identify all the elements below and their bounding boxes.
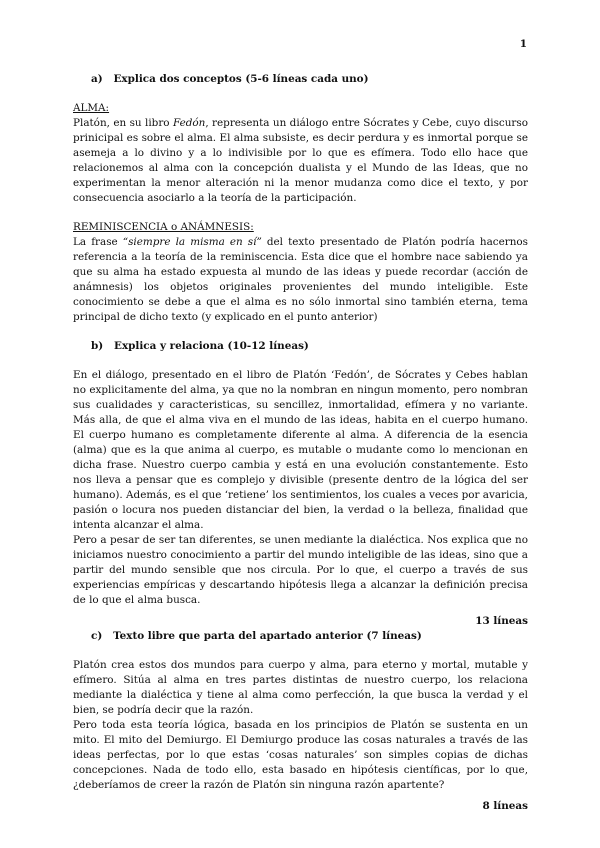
section-c-paragraph-2: Pero toda esta teoría lógica, basada en los principios de Platón se sustenta en un mito. El mito del Demiurgo. El Demiurgo produce las cosas naturales a través de las ideas perfectas, por lo que estas ‘cosas naturales’ son simples copias de dichas concepciones. Nada de todo ello, esta basado en hipótesis científicas, por lo que, ¿deberíamos de creer la razón de Platón sin ninguna razón apartente?	[73, 719, 528, 791]
document-body	[73, 72, 528, 814]
reminiscencia-title: REMINISCENCIA o ANÁMNESIS:	[73, 221, 254, 233]
reminiscencia-text-end: del texto presentado de Platón podría hacernos referencia a la teoría de la reminiscencia. Esta dice que el hombre nace sabiendo ya que su alma ha estado expuesta al mundo de las ideas y puede recordar (acción de anámnesis) los objetos originales provenientes del mundo inteligible. Este conocimiento se debe a que el alma es no sólo inmortal sino también eterna, tema principal de dicho texto (y explicado en el punto anterior)	[73, 236, 528, 323]
section-b-heading: b) Explica y relaciona (10-12 líneas)	[91, 340, 309, 352]
reminiscencia-quote: “siempre la misma en sí”	[122, 236, 262, 248]
section-b-line-count: 13 líneas	[475, 615, 528, 627]
alma-book-title: Fedón	[172, 117, 206, 129]
section-c-paragraph-1: Platón crea estos dos mundos para cuerpo y alma, para eterno y mortal, mutable y efímero. Sitúa al alma en tres partes distintas de nuestro cuerpo, los relaciona mediante la dialéctica y tiene al alma como perfección, la que busca la verdad y el bien, se podría decir que la razón.	[73, 659, 528, 716]
alma-text-start: Platón, en su libro	[73, 117, 173, 129]
section-c-line-count: 8 líneas	[482, 800, 528, 812]
alma-text-end: , representa un diálogo entre Sócrates y Cebe, cuyo discurso prinicipal es sobre el alma. El alma subsiste, es decir perdura y es inmortal porque se asemeja a lo divino y a lo indivisible por lo que es efímera. Todo ello hace que relacionemos al alma con la concepción dualista y el Mundo de las Ideas, que no experimentan la menor alteración ni la menor mudanza como dice el texto, y por consecuencia asociarlo a la teoría de la participación.	[73, 117, 528, 204]
section-c-heading: c) Texto libre que parta del apartado anterior (7 líneas)	[91, 630, 422, 642]
alma-block	[73, 101, 528, 206]
reminiscencia-block	[73, 220, 528, 325]
section-a-heading: a) Explica dos conceptos (5-6 líneas cada uno)	[91, 73, 369, 85]
section-b-paragraph-2: Pero a pesar de ser tan diferentes, se unen mediante la dialéctica. Nos explica que no iniciamos nuestro conocimiento a partir del mundo inteligible de las ideas, sino que a partir del mundo sensible que nos circula. Por lo que, el cuerpo a través de sus experiencias empíricas y descartando hipótesis llega a alcanzar la definición precisa de lo que el alma busca.	[73, 534, 528, 606]
alma-paragraph	[73, 116, 528, 206]
reminiscencia-text-start: La frase	[73, 236, 123, 248]
section-b-paragraph-1: En el diálogo, presentado en el libro de Platón ‘Fedón’, de Sócrates y Cebes hablan no explicitamente del alma, ya que no la nombran en ningun momento, pero nombran sus cualidades y caracteristicas, su sencillez, inmortalidad, efímera y no variante. Más alla, de que el alma viva en el mundo de las ideas, habita en el cuerpo humano. El cuerpo humano es completamente diferente al alma. A diferencia de la esencia (alma) que es la que anima al cuerpo, es mutable o mudante como lo mencionan en dicha frase. Nuestro cuerpo cambia y está en una evolución constantemente. Esto nos lleva a pensar que es complejo y divisible (presente dentro de la lógica del ser humano). Además, es el que ‘retiene’ los sentimientos, los cuales a veces por avaricia, pasión o locura nos pueden distanciar del bien, la verdad o la belleza, finalidad que intenta alcanzar el alma.	[73, 369, 528, 531]
alma-title: ALMA:	[73, 102, 110, 114]
page-number: 1	[519, 38, 527, 50]
reminiscencia-paragraph	[73, 235, 528, 325]
